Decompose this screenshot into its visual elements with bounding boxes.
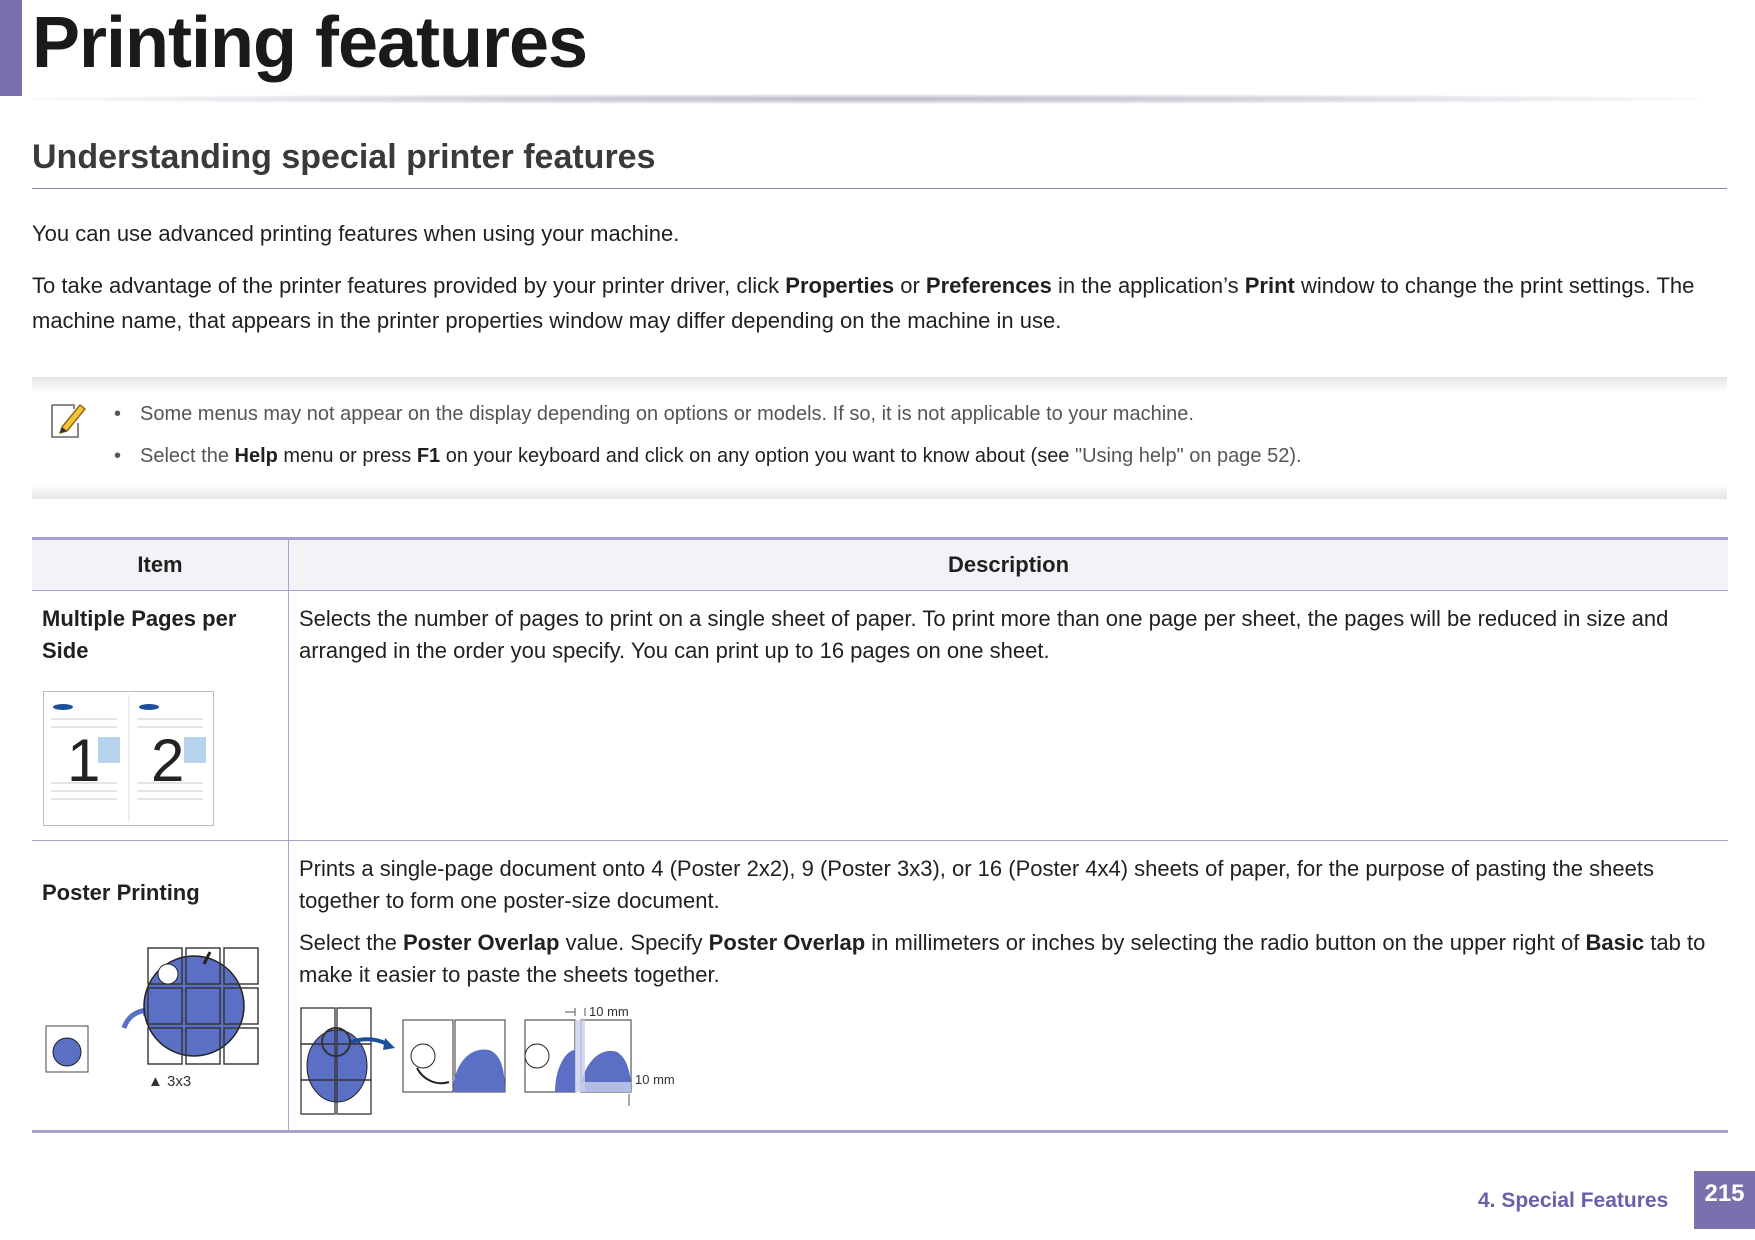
table-header bbox=[32, 540, 1728, 591]
features-table bbox=[32, 537, 1728, 1133]
chapter-tab-accent bbox=[0, 0, 22, 96]
multiple-pages-illustration bbox=[43, 691, 215, 827]
item-description: Prints a single-page document onto 4 (Poster 2x2), 9 (Poster 3x3), or 16 (Poster 4x4) sheets of paper, for the purpose of pasting the sheets together to form one poster-size document. bbox=[299, 856, 1654, 913]
note-box bbox=[32, 377, 1727, 499]
section-title: Understanding special printer features bbox=[32, 138, 656, 176]
section-divider bbox=[32, 188, 1727, 189]
poster-overlap-illustration bbox=[299, 1006, 699, 1116]
header-description: Description bbox=[947, 552, 1070, 577]
note-list bbox=[104, 393, 1302, 477]
intro-paragraph-2: To take advantage of the printer features provided by your printer driver, click Properties or Preferences in the application’s Print window to change the print settings. The machine name, that appears in the printer properties window may differ depending on the machine in use. bbox=[32, 273, 1695, 333]
table-row bbox=[32, 841, 1728, 1133]
page-number-label: 2 bbox=[151, 727, 185, 794]
overlap-width-label: 10 mm bbox=[589, 1006, 629, 1019]
item-name: Poster Printing bbox=[42, 880, 200, 905]
poster-size-label: ▲ 3x3 bbox=[148, 1073, 192, 1090]
using-help-link[interactable]: "Using help" on page 52 bbox=[1075, 445, 1290, 467]
chapter-title: Printing features bbox=[32, 3, 588, 83]
header-item: Item bbox=[32, 540, 289, 590]
poster-printing-illustration bbox=[44, 946, 264, 1096]
note-pencil-icon bbox=[48, 399, 88, 441]
item-description: Select the Poster Overlap value. Specify Poster Overlap in millimeters or inches by selecting the radio button on the upper right of Basic tab to make it easier to paste the sheets together. bbox=[299, 930, 1706, 987]
item-description: Selects the number of pages to print on a single sheet of paper. To print more than one page per sheet, the pages will be reduced in size and arranged in the order you specify. You can print up to 16 pages on one sheet. bbox=[299, 606, 1669, 663]
table-row bbox=[32, 591, 1728, 841]
intro-paragraph-1: You can use advanced printing features when using your machine. bbox=[32, 221, 680, 246]
page-number: 215 bbox=[1694, 1171, 1755, 1229]
footer-chapter: 4. Special Features bbox=[1478, 1189, 1669, 1212]
item-name: Multiple Pages per Side bbox=[42, 606, 237, 663]
note-item-1: • Some menus may not appear on the display depending on options or models. If so, it is not applicable to your machine. bbox=[104, 393, 1302, 435]
title-divider bbox=[32, 94, 1702, 104]
note-item-2: • Select the Help menu or press F1 on your keyboard and click on any option you want to know about (see "Using help" on page 52). bbox=[104, 435, 1302, 477]
page-number-label: 1 bbox=[67, 727, 101, 794]
overlap-height-label: 10 mm bbox=[635, 1072, 675, 1087]
